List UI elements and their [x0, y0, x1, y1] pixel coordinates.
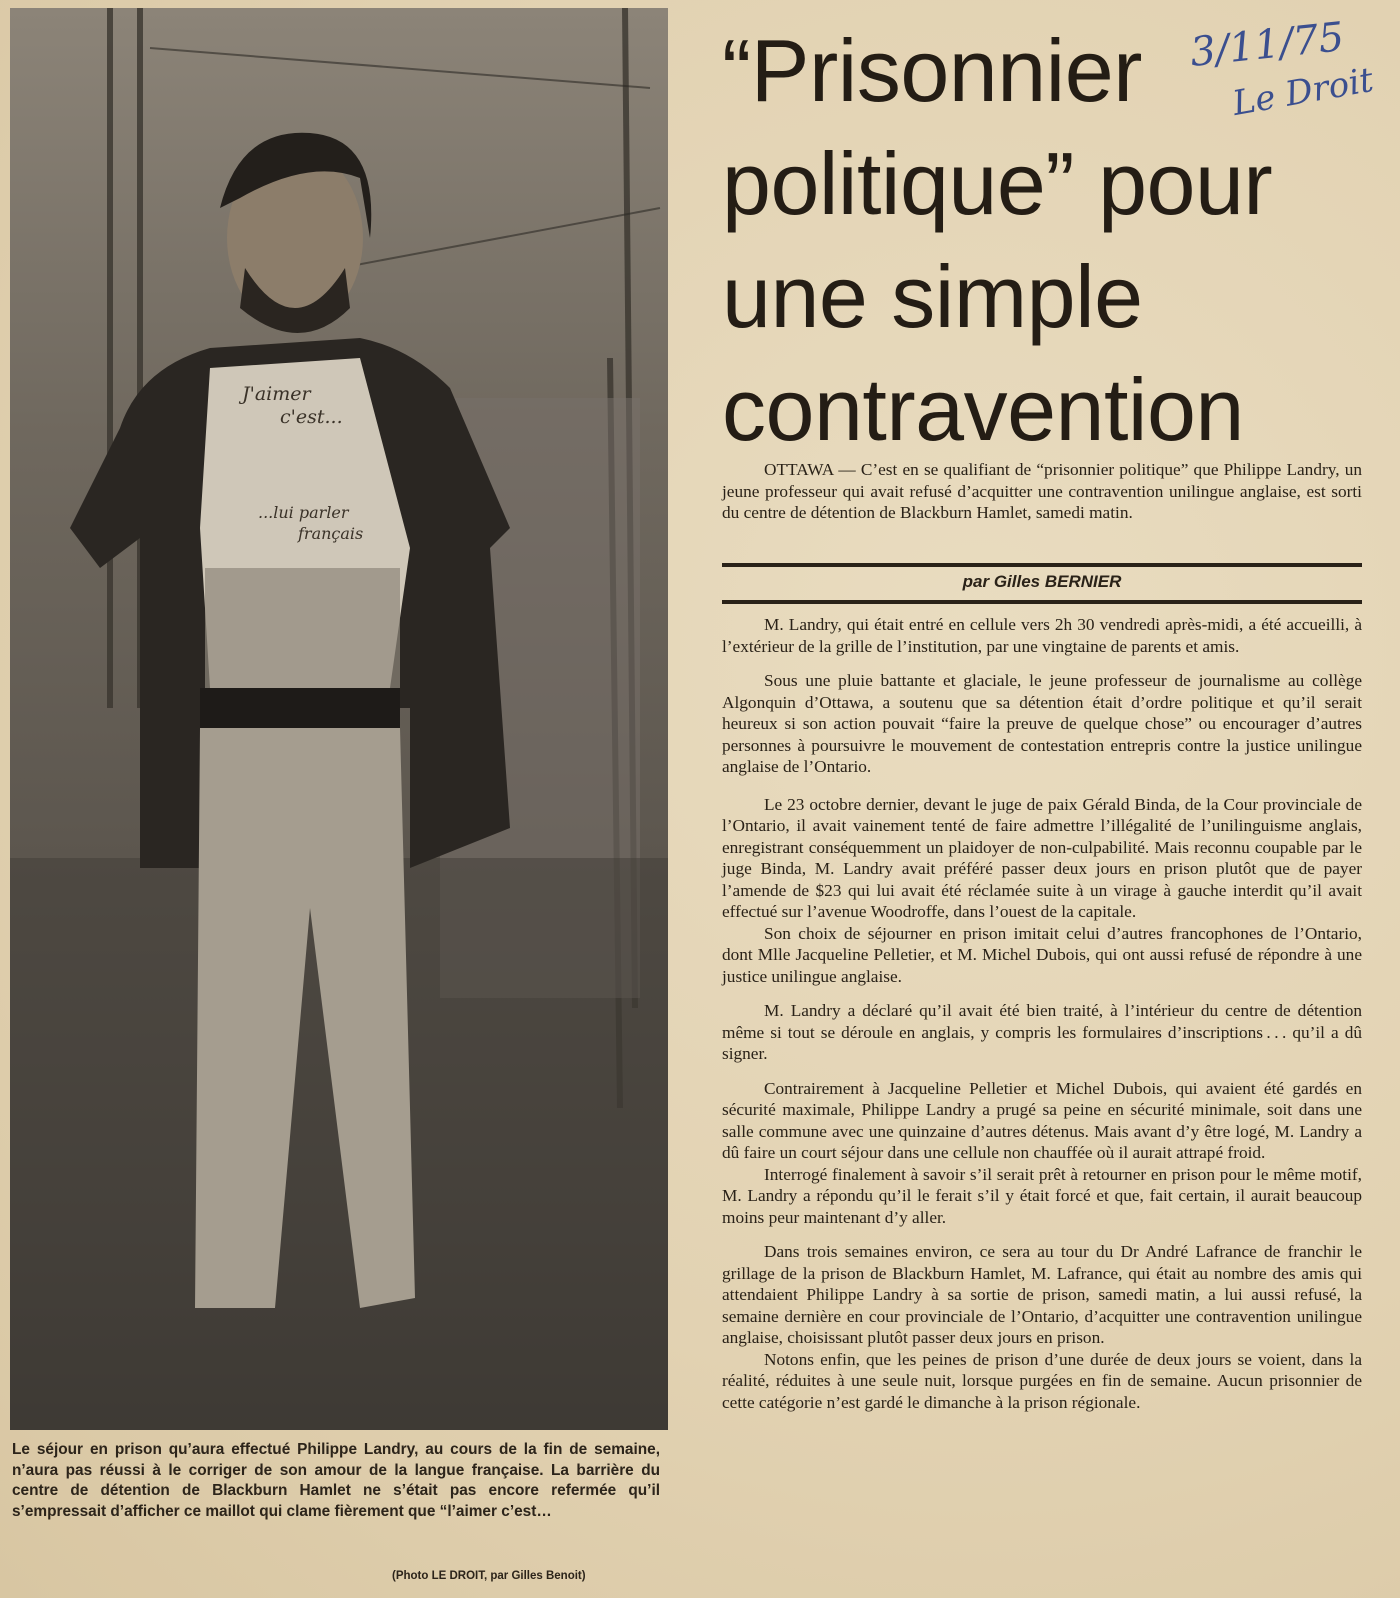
divider	[722, 600, 1362, 604]
lead-paragraph-block	[722, 459, 1362, 537]
handwritten-date: 3/11/75	[1188, 14, 1347, 76]
body-paragraph: Le 23 octobre dernier, devant le juge de paix Gérald Binda, de la Cour provinciale de l’Ontario, il avait vainement tenté de faire admettre l’illégalité de l’unilinguisme anglais, enregistrant conséquemment un plaidoyer de non-culpabilité. Mais reconnu coupable par le juge Binda, M. Landry avait préféré passer deux jours en prison plutôt que de payer l’amende de $23 qui lui avait été réclamée suite à un virage à gauche interdit qu’il avait effectué sur l’avenue Woodroffe, dans l’ouest de la capitale.	[722, 794, 1362, 921]
body-paragraph: Notons enfin, que les peines de prison d’une durée de deux jours se voient, dans la réalité, réduites à une seule nuit, lorsque purgées en fin de semaine. Aucun prisonnier de cette catégorie n’est gardé le dimanche à la prison régionale.	[722, 1349, 1362, 1412]
photo-man-at-prison-fence	[10, 8, 668, 1430]
article-body	[722, 614, 1362, 1426]
body-paragraph: Dans trois semaines environ, ce sera au tour du Dr André Lafrance de franchir le grillage de la prison de Blackburn Hamlet, M. Lafrance, qui était au nombre des amis qui attendaient Philippe Landry à sa sortie de prison, samedi matin, a lui aussi refusé, la semaine dernière en cour provinciale de l’Ontario, d’acquitter une contravention unilingue anglaise, choisissant plutôt passer deux jours en prison.	[722, 1242, 1362, 1347]
body-paragraph: Interrogé finalement à savoir s’il serait prêt à retourner en prison pour le même motif, M. Landry a répondu qu’il le ferait s’il y était forcé et que, fait certain, il aurait beaucoup moins peur maintenant d’y aller.	[722, 1164, 1362, 1227]
headline-line: “Prisonnier	[722, 21, 1142, 120]
headline-line: une simple	[722, 247, 1143, 346]
photo-illustration	[10, 8, 668, 1430]
body-paragraph: Contrairement à Jacqueline Pelletier et Michel Dubois, qui avaient été gardés en sécurité maximale, Philippe Landry a prugé sa peine en sécurité minimale, soit dans une salle commune avec une quinzaine d’autres détenus. Mais avant d’y être logé, M. Landry a dû faire un court séjour dans une cellule non chauffée où il aurait attrapé froid.	[722, 1078, 1362, 1162]
body-paragraph: M. Landry, qui était entré en cellule vers 2h 30 vendredi après-midi, a été accueilli, à l’extérieur de la grille de l’institution, par une vingtaine de parents et amis.	[722, 615, 1362, 656]
photo-caption: Le séjour en prison qu’aura effectué Philippe Landry, au cours de la fin de semaine, n’aura pas réussi à le corriger de son amour de la langue française. La barrière du centre de détention de Blackburn Hamlet ne s’était pas encore refermée qu’il s’empressait d’afficher ce maillot qui clame fièrement que “l’aimer c’est…	[12, 1441, 660, 1520]
byline: par Gilles BERNIER	[962, 572, 1122, 591]
photo-credit: (Photo LE DROIT, par Gilles Benoit)	[392, 1570, 586, 1582]
body-paragraph: Son choix de séjourner en prison imitait celui d’autres francophones de l’Ontario, dont Mlle Jacqueline Pelletier, et M. Michel Dubois, qui ont aussi refusé de répondre à une justice unilingue anglaise.	[722, 923, 1362, 986]
shirt-text-line: français	[298, 524, 364, 543]
body-paragraph: M. Landry a déclaré qu’il avait été bien traité, à l’intérieur du centre de détention même si tout se déroule en anglais, y compris les formulaires d’inscriptions . . . qu’il a dû signer.	[722, 1001, 1362, 1063]
shirt-text-line: J'aimer	[242, 383, 311, 405]
shirt-text-line: ...lui parler	[258, 503, 349, 522]
headline-line: politique” pour	[722, 134, 1273, 233]
handwritten-source: Le Droit	[1229, 59, 1377, 125]
shirt-text-line: c'est...	[280, 406, 343, 428]
divider	[722, 563, 1362, 567]
headline	[722, 14, 1362, 466]
body-paragraph: Sous une pluie battante et glaciale, le jeune professeur de journalisme au collège Algonquin d’Ottawa, a soutenu que sa détention était d’ordre politique et qu’il serait heureux si son action pouvait “faire la preuve de quelque chose” ou encourager d’autres personnes à poursuivre le mouvement de contestation entrepris contre la justice unilingue anglaise de l’Ontario.	[722, 671, 1362, 776]
headline-line: contravention	[722, 360, 1244, 459]
lead-paragraph: OTTAWA — C’est en se qualifiant de “prisonnier politique” que Philippe Landry, un jeune professeur qui avait refusé d’acquitter une contravention unilingue anglaise, est sorti du centre de détention de Blackburn Hamlet, samedi matin.	[722, 460, 1362, 522]
